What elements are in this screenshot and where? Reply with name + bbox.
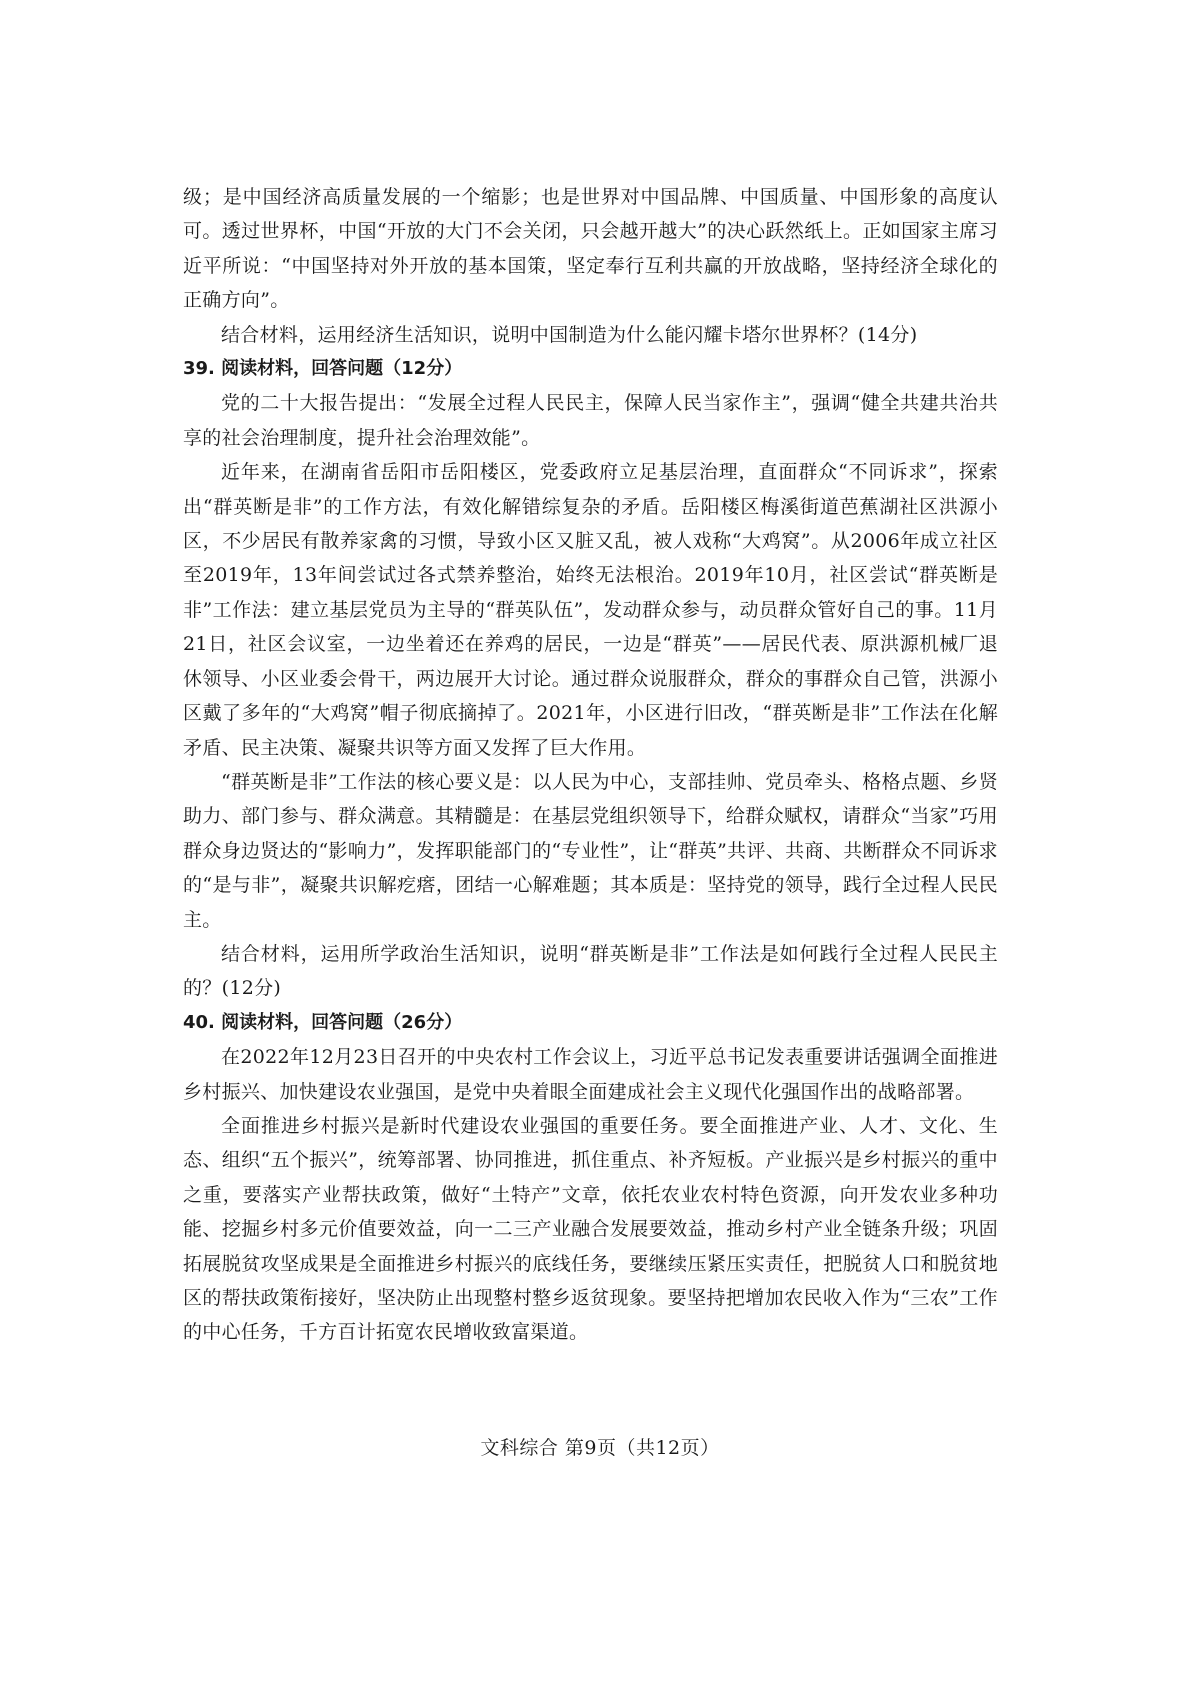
q38-question: 结合材料，运用经济生活知识，说明中国制造为什么能闪耀卡塔尔世界杯？(14分): [221, 323, 918, 346]
q40-paragraph: 在2022年12月23日召开的中央农村工作会议上，习近平总书记发表重要讲话强调全面推进乡村振兴、加快建设农业强国，是党中央着眼全面建成社会主义现代化强国作出的战略部署。: [183, 1046, 998, 1103]
q39-question: 结合材料，运用所学政治生活知识，说明“群英断是非”工作法是如何践行全过程人民民主的？(12分): [183, 942, 998, 1000]
q39-heading: 39. 阅读材料，回答问题（12分）: [183, 358, 463, 380]
q39-paragraph: “群英断是非”工作法的核心要义是：以人民为中心，支部挂帅、党员牵头、格格点题、乡贤助力、部门参与、群众满意。其精髓是：在基层党组织领导下，给群众赋权，请群众“当家”巧用群众身边贤达的“影响力”，发挥职能部门的“专业性”，让“群英”共评、共商、共断群众不同诉求的“是与非”，凝聚共识解疙瘩，团结一心解难题；其本质是：坚持党的领导，践行全过程人民民主。: [183, 770, 998, 931]
q40-heading: 40. 阅读材料，回答问题（26分）: [183, 1011, 463, 1033]
q38-material-continuation: 级；是中国经济高质量发展的一个缩影；也是世界对中国品牌、中国质量、中国形象的高度认可。透过世界杯，中国“开放的大门不会关闭，只会越开越大”的决心跃然纸上。正如国家主席习近平所说：“中国坚持对外开放的基本国策，坚定奉行互利共赢的开放战略，坚持经济全球化的正确方向”。: [183, 186, 998, 312]
q39-paragraph: 近年来，在湖南省岳阳市岳阳楼区，党委政府立足基层治理，直面群众“不同诉求”，探索出“群英断是非”的工作方法，有效化解错综复杂的矛盾。岳阳楼区梅溪街道芭蕉湖社区洪源小区，不少居民有散养家禽的习惯，导致小区又脏又乱，被人戏称“大鸡窝”。从2006年成立社区至2019年，13年间尝试过各式禁养整治，始终无法根治。2019年10月，社区尝试“群英断是非”工作法：建立基层党员为主导的“群英队伍”，发动群众参与，动员群众管好自己的事。11月21日，社区会议室，一边坐着还在养鸡的居民，一边是“群英”——居民代表、原洪源机械厂退休领导、小区业委会骨干，两边展开大讨论。通过群众说服群众，群众的事群众自己管，洪源小区戴了多年的“大鸡窝”帽子彻底摘掉了。2021年，小区进行旧改，“群英断是非”工作法在化解矛盾、民主决策、凝聚共识等方面又发挥了巨大作用。: [183, 461, 998, 759]
page-footer: 文科综合 第9页（共12页）: [480, 1437, 720, 1459]
q40-paragraph: 全面推进乡村振兴是新时代建设农业强国的重要任务。要全面推进产业、人才、文化、生态、组织“五个振兴”，统筹部署、协同推进，抓住重点、补齐短板。产业振兴是乡村振兴的重中之重，要落实产业帮扶政策，做好“土特产”文章，依托农业农村特色资源，向开发农业多种功能、挖掘乡村多元价值要效益，向一二三产业融合发展要效益，推动乡村产业全链条升级；巩固拓展脱贫攻坚成果是全面推进乡村振兴的底线任务，要继续压紧压实责任，把脱贫人口和脱贫地区的帮扶政策衔接好，坚决防止出现整村整乡返贫现象。要坚持把增加农民收入作为“三农”工作的中心任务，千方百计拓宽农民增收致富渠道。: [183, 1114, 998, 1344]
exam-page-body: [183, 180, 998, 1350]
q39-paragraph: 党的二十大报告提出：“发展全过程人民民主，保障人民当家作主”，强调“健全共建共治共享的社会治理制度，提升社会治理效能”。: [183, 392, 998, 449]
